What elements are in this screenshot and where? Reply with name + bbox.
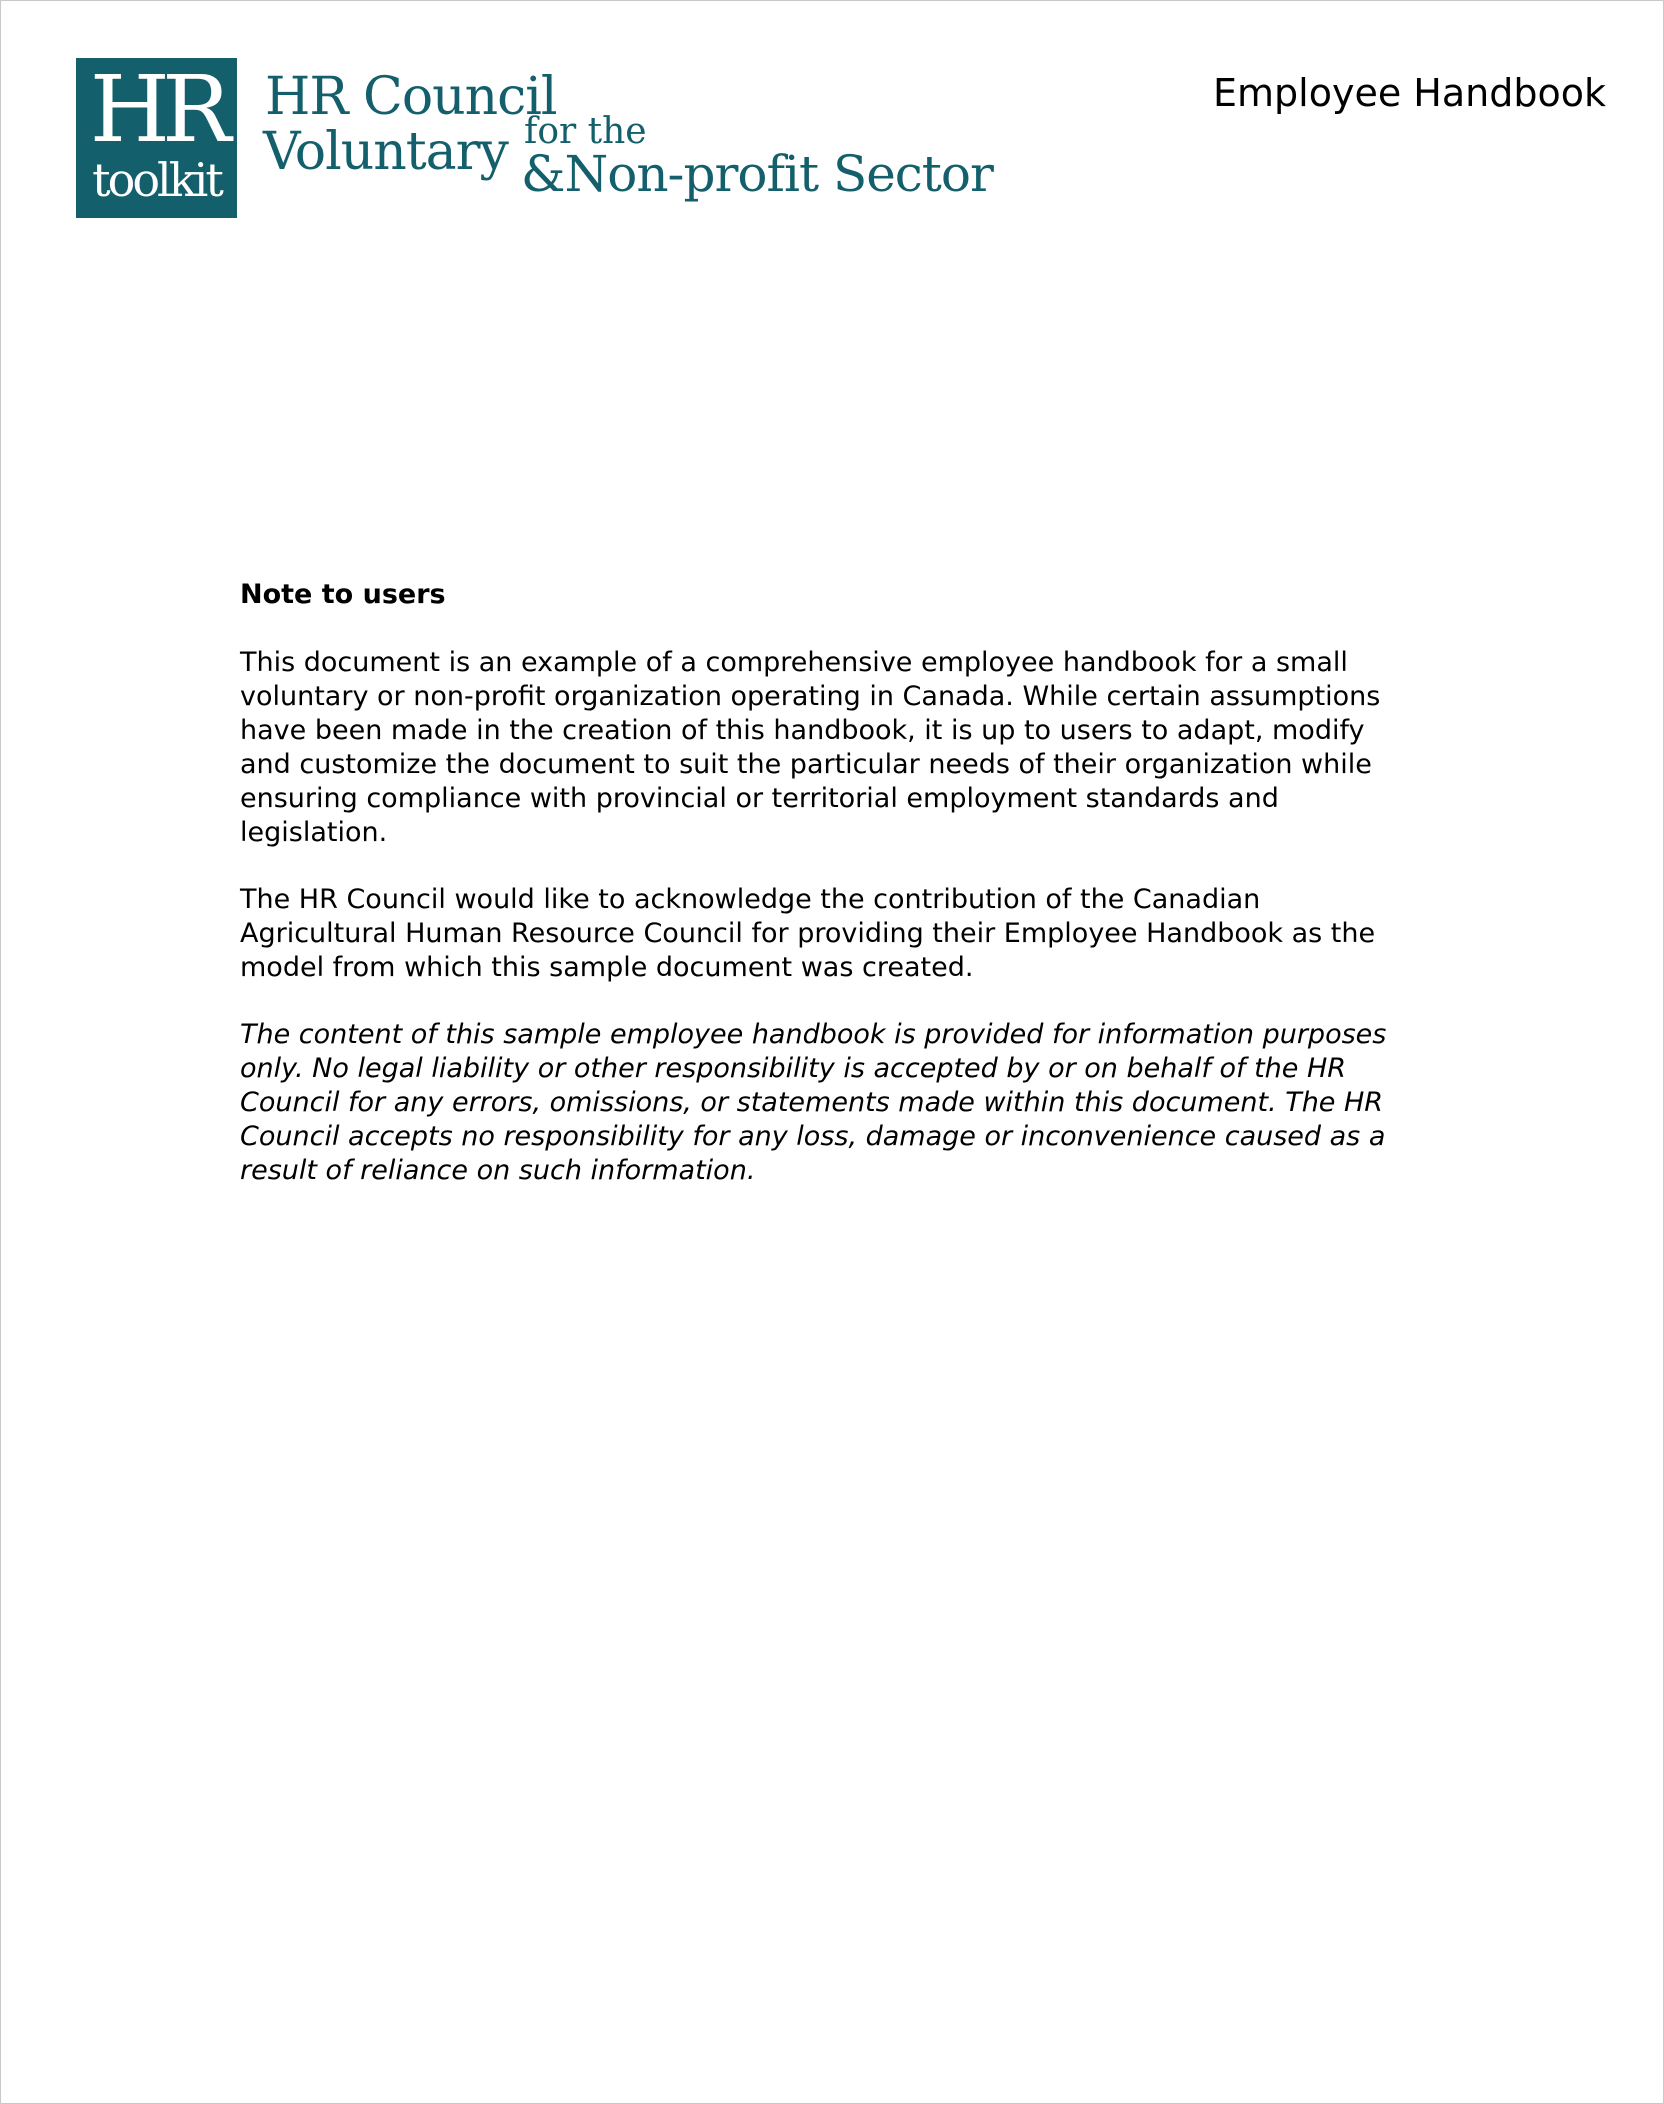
paragraph-line: Agricultural Human Resource Council for providing their Employee Handbook as the [240,918,1376,949]
paragraph-line: Council accepts no responsibility for any loss, damage or inconvenience caused as a [240,1121,1386,1152]
wordmark-voluntary: Voluntary [263,122,508,182]
paragraph-line: The HR Council would like to acknowledge the contribution of the Canadian [240,884,1261,915]
paragraph-line: This document is an example of a comprehensive employee handbook for a small [240,647,1348,678]
wordmark-nonprofit-sector: &Non-profit Sector [521,145,993,203]
intro-paragraph [240,646,1440,850]
paragraph-line: voluntary or non-profit organization operating in Canada. While certain assumptions [240,681,1381,712]
note-to-users-section [240,578,1440,1188]
disclaimer-paragraph [240,1018,1440,1188]
hr-toolkit-logo [76,58,237,218]
paragraph-line: Council for any errors, omissions, or statements made within this document. The HR [240,1087,1384,1118]
hr-council-wordmark [259,61,993,221]
logo-hr-text: HR [89,58,224,163]
paragraph-line: legislation. [240,817,388,848]
wordmark-hr-council: HR Council [265,67,557,127]
paragraph-line: result of reliance on such information. [240,1155,756,1186]
logo-toolkit-text: toolkit [92,153,221,207]
paragraph-line: model from which this sample document was created. [240,952,974,983]
document-header-title: Employee Handbook [1213,71,1606,115]
wordmark-for-the: for the [524,111,647,152]
paragraph-line: ensuring compliance with provincial or territorial employment standards and [240,783,1279,814]
section-heading: Note to users [240,579,446,610]
paragraph-line: and customize the document to suit the particular needs of their organization while [240,749,1372,780]
acknowledgement-paragraph [240,883,1440,985]
paragraph-line: The content of this sample employee handbook is provided for information purposes [240,1019,1387,1050]
paragraph-line: have been made in the creation of this handbook, it is up to users to adapt, modify [240,715,1365,746]
paragraph-line: only. No legal liability or other responsibility is accepted by or on behalf of the HR [240,1053,1347,1084]
